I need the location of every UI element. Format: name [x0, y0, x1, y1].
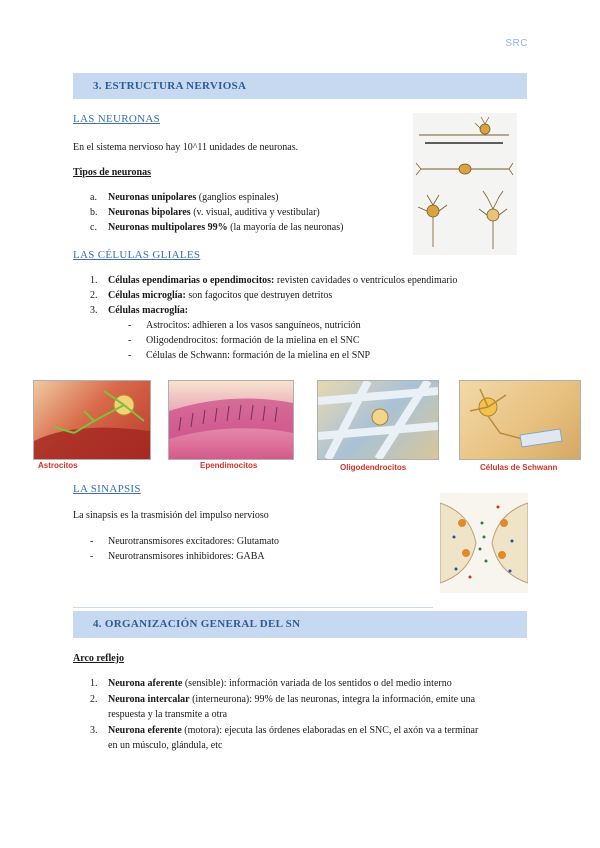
glial-cell-name: Células macroglía: — [108, 305, 189, 316]
schwann-svg — [460, 381, 580, 459]
neuron-types-list — [90, 190, 343, 235]
arco-reflejo-list — [90, 676, 527, 753]
neuron-diagram-svg — [413, 113, 517, 255]
neuron-type-desc: (v. visual, auditiva y vestibular) — [190, 207, 320, 218]
neuron-type-name: Neuronas multipolares 99% — [108, 222, 228, 233]
list-marker: a. — [90, 192, 97, 203]
arco-item-name: Neurona intercalar — [108, 694, 190, 705]
neurotransmitter-item — [90, 549, 279, 564]
macroglia-text: Oligodendrocitos: formación de la mielina en el SNC — [146, 335, 360, 346]
list-marker: 1. — [90, 678, 98, 689]
arco-item-name: Neurona aferente — [108, 678, 183, 689]
astrocitos-image — [33, 380, 151, 460]
neuron-type-name: Neuronas bipolares — [108, 207, 191, 218]
list-marker: 2. — [90, 290, 98, 301]
glial-cell-desc: revisten cavidades o ventrículos ependimario — [274, 275, 458, 286]
neuron-type-item — [90, 220, 343, 235]
arco-item — [90, 692, 527, 707]
list-marker: - — [90, 536, 94, 547]
synapse-illustration — [440, 493, 528, 593]
neurotransmitter-text: Neurotransmisores inhibidores: GABA — [108, 551, 265, 562]
neuron-type-name: Neuronas unipolares — [108, 192, 197, 203]
arco-item-continuation: respuesta y la transmite a otra — [108, 709, 228, 720]
oligodendrocitos-caption: Oligodendrocitos — [340, 463, 407, 472]
list-marker: 1. — [90, 275, 98, 286]
list-marker: b. — [90, 207, 98, 218]
section-3-header — [73, 73, 527, 99]
oligodendrocitos-image — [317, 380, 439, 460]
oligodendrocitos-svg — [318, 381, 438, 459]
glial-cell-name: Células ependimarias o ependimocitos: — [108, 275, 275, 286]
arco-item-name: Neurona eferente — [108, 725, 182, 736]
arco-item-desc: (motora): ejecuta las órdenes elaboradas en el SNC, el axón va a terminar — [181, 725, 479, 736]
section-3-title: 3. ESTRUCTURA NERVIOSA — [93, 80, 247, 92]
schwann-caption: Células de Schwann — [480, 463, 558, 472]
sinapsis-intro: La sinapsis es la trasmisión del impulso nervioso — [73, 510, 269, 521]
glial-cell-name: Células microglía: — [108, 290, 186, 301]
list-marker: - — [128, 350, 132, 361]
synapse-svg — [440, 493, 528, 593]
section-4-title: 4. ORGANIZACIÓN GENERAL DEL SN — [93, 618, 301, 630]
macroglia-list — [128, 318, 370, 363]
glial-cell-desc: son fagocitos que destruyen detritos — [185, 290, 333, 301]
list-marker: 3. — [90, 305, 98, 316]
macroglia-item — [128, 348, 370, 363]
section-divider — [73, 607, 433, 608]
list-marker: 3. — [90, 725, 98, 736]
neuronas-intro: En el sistema nervioso hay 10^11 unidades de neuronas. — [73, 142, 299, 153]
ependimocitos-svg — [169, 381, 293, 459]
neurotransmitter-item — [90, 534, 279, 549]
list-marker: - — [128, 320, 132, 331]
neuron-types-heading: Tipos de neuronas — [73, 167, 151, 178]
macroglia-item — [128, 318, 370, 333]
arco-item-desc: (sensible): información variada de los sentidos o del medio interno — [182, 678, 452, 689]
neuron-type-desc: (ganglios espinales) — [196, 192, 279, 203]
glial-cells-list — [90, 273, 457, 318]
neurotransmitter-text: Neurotransmisores excitadores: Glutamato — [108, 536, 280, 547]
neuron-type-item — [90, 190, 343, 205]
ependimocitos-caption: Ependimocitos — [200, 461, 258, 470]
neurotransmitter-list — [90, 534, 279, 564]
glial-cell-item — [90, 303, 457, 318]
macroglia-text: Astrocitos: adhieren a los vasos sanguíneos, nutrición — [146, 320, 361, 331]
arco-item-continuation: en un músculo, glándula, etc — [108, 740, 223, 751]
arco-reflejo-heading: Arco reflejo — [73, 653, 124, 664]
sinapsis-heading: LA SINAPSIS — [73, 483, 141, 495]
list-marker: 2. — [90, 694, 98, 705]
list-marker: - — [128, 335, 132, 346]
astrocitos-svg — [34, 381, 150, 459]
glial-cell-item — [90, 273, 457, 288]
list-marker: - — [90, 551, 94, 562]
macroglia-item — [128, 333, 370, 348]
neuron-type-item — [90, 205, 343, 220]
arco-item-desc: (interneurona): 99% de las neuronas, integra la información, emite una — [189, 694, 476, 705]
arco-item — [90, 723, 527, 738]
list-marker: c. — [90, 222, 97, 233]
neuron-types-illustration — [413, 113, 517, 255]
gliales-heading: LAS CÉLULAS GLIALES — [73, 249, 201, 261]
ependimocitos-image — [168, 380, 294, 460]
neuron-type-desc: (la mayoría de las neuronas) — [227, 222, 344, 233]
macroglia-text: Células de Schwann: formación de la mielina en el SNP — [146, 350, 371, 361]
header-label: SRC — [505, 38, 528, 49]
glial-cell-item — [90, 288, 457, 303]
schwann-image — [459, 380, 581, 460]
neuronas-heading: LAS NEURONAS — [73, 113, 161, 125]
astrocitos-caption: Astrocitos — [38, 461, 78, 470]
arco-item — [90, 676, 527, 691]
section-4-header — [73, 611, 527, 638]
